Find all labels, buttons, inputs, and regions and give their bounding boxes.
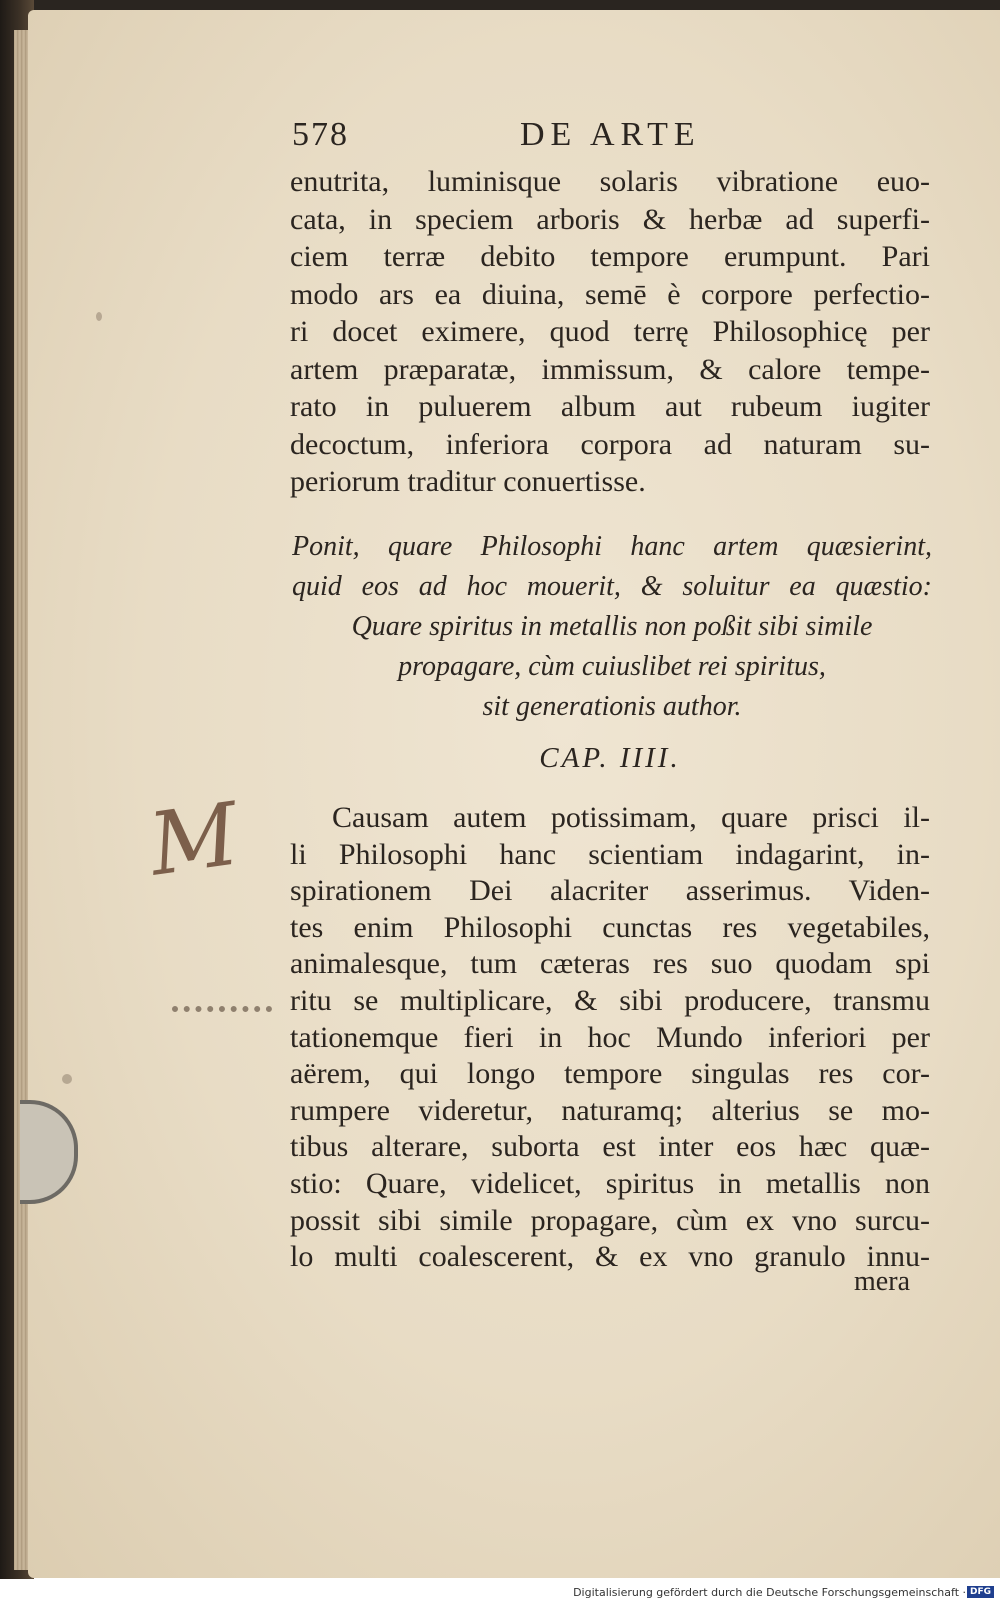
marginal-annotation: M [143,784,245,896]
text-line: aërem, qui longo tempore singulas res cor- [290,1057,930,1091]
text-line: spirationem Dei alacriter asserimus. Viden- [290,874,930,908]
ink-spot [96,312,102,321]
text-line: rato in puluerem album aut rubeum iugiter [290,390,930,423]
summary-line: Quare spiritus in metallis non poßit sibi simile [351,611,873,642]
text-line: ciem terræ debito tempore erumpunt. Pari [290,240,930,273]
text-line: tationemque fieri in hoc Mundo inferiori per [290,1020,930,1054]
marginal-mark [172,1006,272,1022]
summary-line: propagare, cùm cuiuslibet rei spiritus, [398,651,826,682]
paragraph-2 [290,800,930,1276]
summary-line: sit generationis author. [482,691,742,722]
text-line: tibus alterare, suborta est inter eos hæc quæ- [290,1130,930,1164]
digitization-footer [0,1579,1000,1605]
book-clasp [20,1100,78,1204]
page-header [292,112,932,162]
text-line: artem præparatæ, immissum, & calore tempe- [290,352,930,386]
paragraph-1 [290,163,930,501]
text-line: ritu se multiplicare, & sibi producere, transmu [290,983,930,1017]
text-line: decoctum, inferiora corpora ad naturam su- [290,427,930,461]
text-line: stio: Quare, videlicet, spiritus in metallis non [290,1166,930,1200]
catchword: mera [854,1266,910,1297]
text-line: ri docet eximere, quod terrę Philosophicę per [290,315,930,348]
text-line: modo ars ea diuina, semē è corpore perfectio- [290,277,930,311]
footer-credit: Digitalisierung gefördert durch die Deutsche Forschungsgemeinschaft · [573,1586,966,1599]
text-line: Causam autem potissimam, quare prisci il- [332,801,930,834]
chapter-heading: CAP. IIII. [539,742,681,774]
text-line: periorum traditur conuertisse. [290,465,646,498]
chapter-summary [292,527,932,727]
text-line: animalesque, tum cæteras res suo quodam spi [290,947,930,981]
text-line: cata, in speciem arboris & herbæ ad superfi- [290,202,930,236]
running-head: DE ARTE [520,116,701,153]
ink-spot [62,1074,72,1084]
dfg-logo: DFG [967,1586,994,1598]
text-line: rumpere videretur, naturamq; alterius se mo- [290,1093,930,1127]
summary-line: quid eos ad hoc mouerit, & soluitur ea quæstio: [292,571,932,602]
page-number: 578 [292,116,349,153]
summary-line: Ponit, quare Philosophi hanc artem quæsierint, [292,531,932,562]
text-line: tes enim Philosophi cunctas res vegetabiles, [290,910,930,944]
text-line: possit sibi simile propagare, cùm ex vno surcu- [290,1203,930,1237]
text-line: li Philosophi hanc scientiam indagarint, in- [290,837,930,871]
text-line: lo multi coalescerent, & ex vno granulo innu- [290,1240,930,1274]
text-line: enutrita, luminisque solaris vibratione euo- [290,165,930,198]
